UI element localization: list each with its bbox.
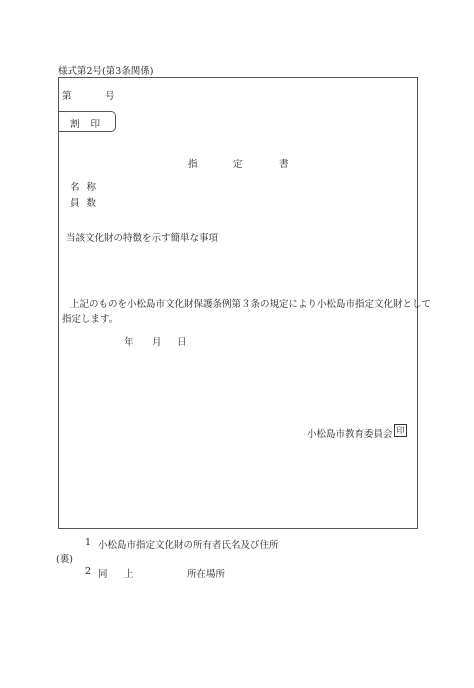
certificate-title-char-2: 定 [233,159,243,170]
features-heading: 当該文化財の特徴を示す簡単な事項 [66,233,219,244]
note-2-same-char: 同 [98,569,108,580]
date-month-label: 月 [152,337,162,348]
number-label-go: 号 [105,91,115,102]
tally-seal-label: 割 印 [70,119,101,130]
issuer-seal-mark: 印 [394,424,407,437]
number-label-dai: 第 [62,91,72,102]
date-day-label: 日 [177,337,187,348]
note-1-text: 小松島市指定文化財の所有者氏名及び住所 [98,540,279,551]
note-2-number: 2 [85,566,92,577]
certificate-title-char-1: 指 [188,159,198,170]
body-text-line-2: 指定します。 [62,314,119,325]
body-text-line-1: 上記のものを小松島市文化財保護条例第３条の規定により小松島市指定文化財として [70,299,432,310]
date-year-label: 年 [124,337,134,348]
issuer-name: 小松島市教育委員会 [307,429,393,440]
note-1-number: 1 [85,537,92,548]
field-name-label: 名 称 [70,182,97,193]
back-side-label: (裏) [56,554,73,565]
form-number-label: 様式第2号(第3条関係) [58,66,154,77]
note-2-location-text: 所在場所 [187,569,226,580]
note-2-above-char: 上 [124,569,134,580]
certificate-title-char-3: 書 [279,159,289,170]
field-count-label: 員 数 [70,198,97,209]
